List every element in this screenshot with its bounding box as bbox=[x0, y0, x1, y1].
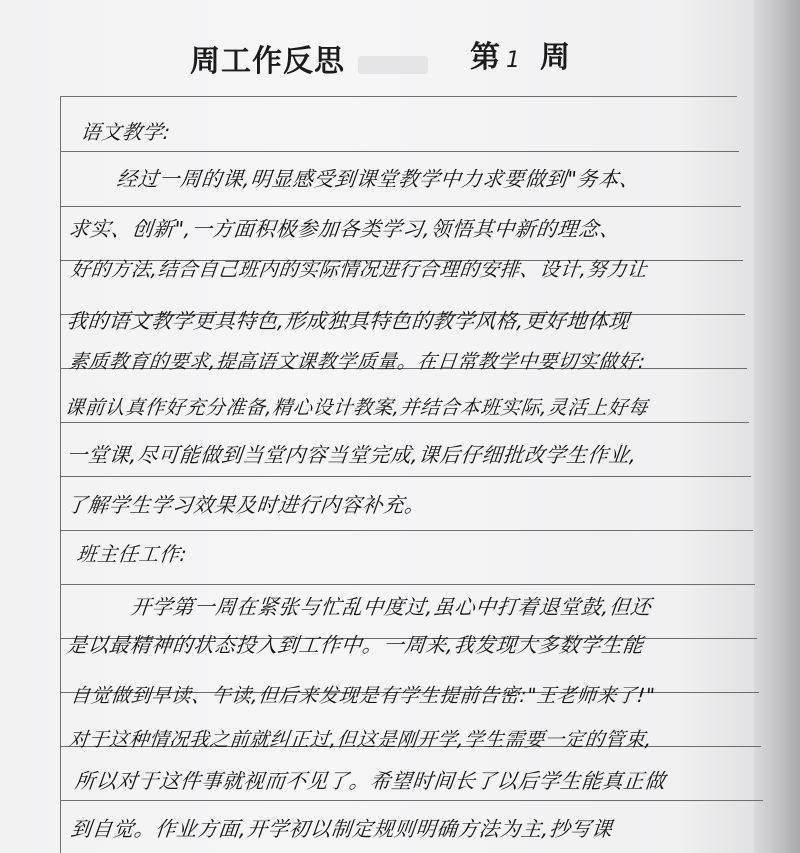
ruled-line bbox=[61, 422, 749, 423]
week-number: 1 bbox=[506, 48, 522, 73]
ruled-line bbox=[61, 206, 741, 207]
section-heading-class-teacher-work: 班主任工作: bbox=[75, 542, 189, 566]
page-header bbox=[0, 30, 800, 80]
week-suffix: 周 bbox=[540, 40, 572, 75]
ruled-line bbox=[61, 584, 755, 585]
text-line: 对于这种情况我之前就纠正过,但这是刚开学,学生需要一定的管束, bbox=[67, 728, 654, 751]
text-line: 所以对于这件事就视而不见了。希望时间长了以后学生能真正做 bbox=[73, 769, 667, 793]
ruled-line bbox=[61, 800, 763, 801]
faded-watermark bbox=[358, 56, 428, 74]
text-line: 自觉做到早读、午读,但后来发现是有学生提前告密:"王老师来了!" bbox=[69, 684, 657, 707]
ruled-writing-area bbox=[60, 96, 769, 853]
ruled-line bbox=[61, 96, 737, 97]
text-line: 一堂课,尽可能做到当堂内容当堂完成,课后仔细批改学生作业, bbox=[65, 443, 639, 467]
week-label bbox=[470, 32, 572, 76]
ruled-line bbox=[61, 151, 739, 152]
ruled-line bbox=[61, 476, 751, 477]
text-line: 是以最精神的状态投入到工作中。一周来,我发现大多数学生能 bbox=[65, 633, 645, 657]
week-prefix: 第 bbox=[470, 40, 502, 75]
text-line: 素质教育的要求,提高语文课教学质量。在日常教学中要切实做好: bbox=[67, 350, 647, 373]
text-line: 到自觉。作业方面,开学初以制定规则明确方法为主,抄写课 bbox=[69, 817, 614, 841]
ruled-line bbox=[61, 530, 753, 531]
text-line: 好的方法,结合自己班内的实际情况进行合理的安排、设计,努力让 bbox=[69, 258, 649, 281]
section-heading-chinese-teaching: 语文教学: bbox=[79, 120, 172, 144]
text-line: 经过一周的课,明显感受到课堂教学中力求要做到"务本、 bbox=[115, 167, 642, 191]
text-line: 开学第一周在紧张与忙乱中度过,虽心中打着退堂鼓,但还 bbox=[129, 595, 653, 619]
text-line: 我的语文教学更具特色,形成独具特色的教学风格,更好地体现 bbox=[65, 309, 631, 333]
text-line: 课前认真作好充分准备,精心设计教案,并结合本班实际,灵活上好每 bbox=[63, 396, 650, 419]
text-line: 了解学生学习效果及时进行内容补充。 bbox=[65, 493, 427, 517]
text-line: 求实、创新",一方面积极参加各类学习,领悟其中新的理念、 bbox=[67, 217, 622, 241]
page-title: 周工作反思 bbox=[190, 44, 345, 79]
